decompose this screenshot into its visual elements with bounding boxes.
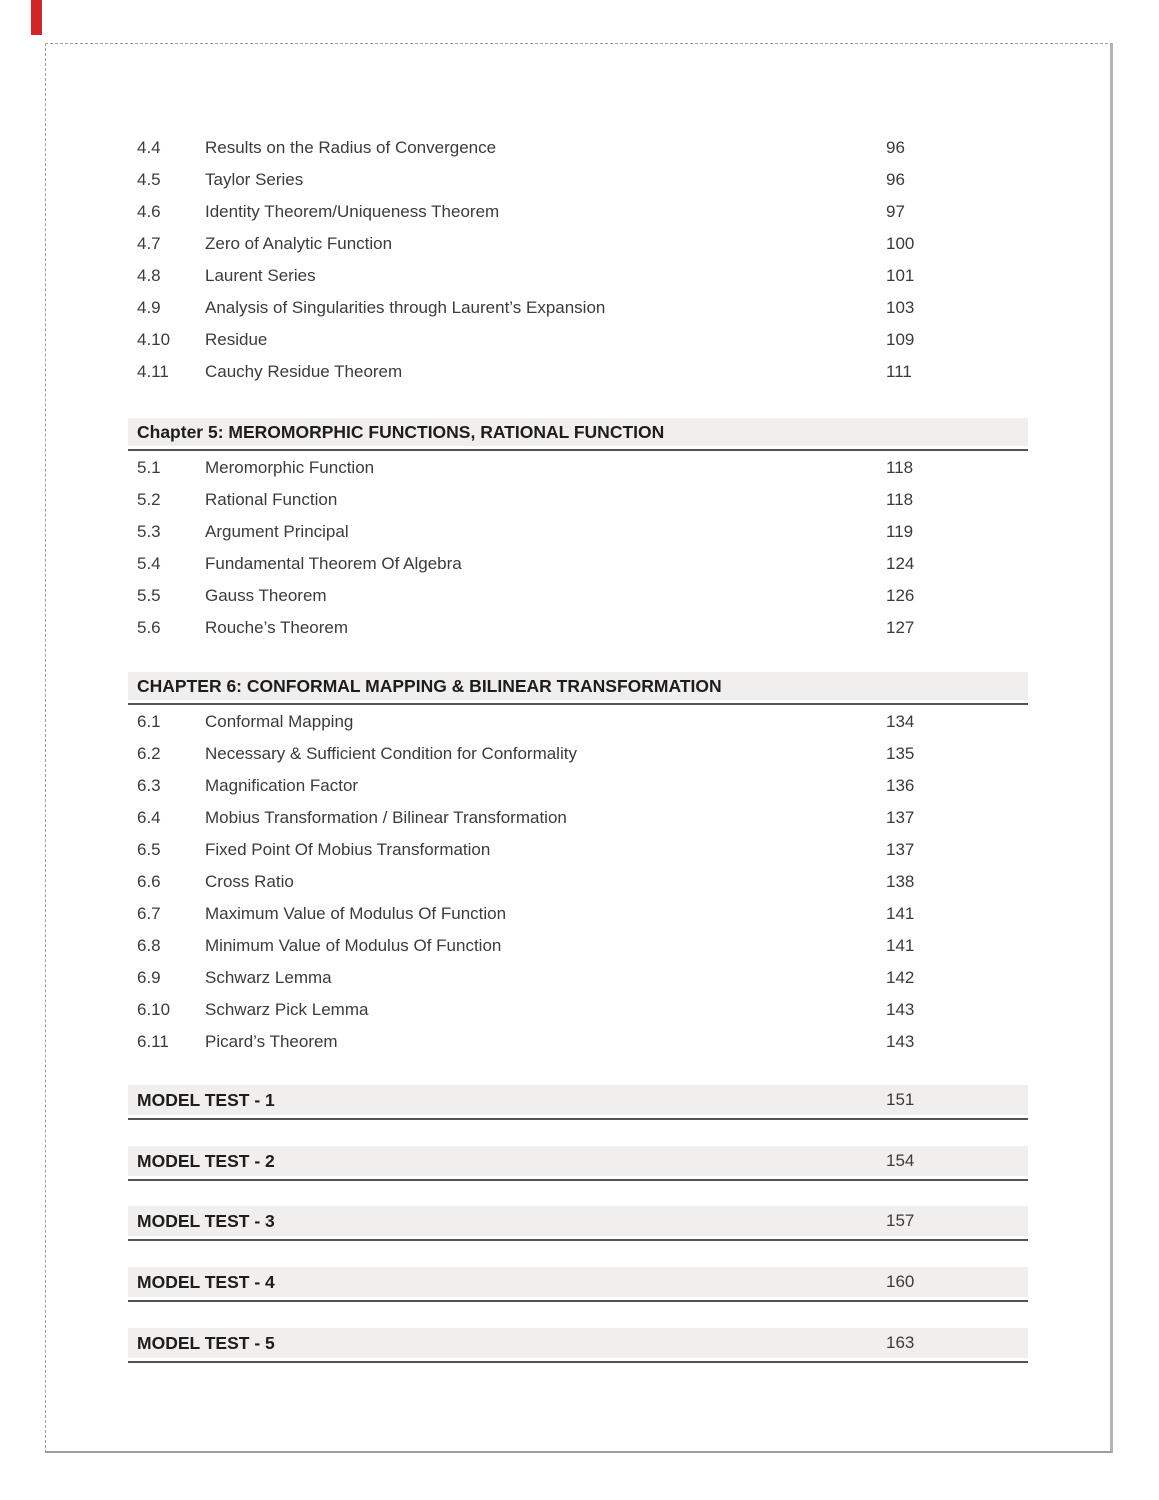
toc-row-page: 109 (886, 330, 915, 349)
chapter6-heading: CHAPTER 6: CONFORMAL MAPPING & BILINEAR TRANSFORMATION (137, 675, 722, 696)
document-page (45, 43, 1113, 1453)
toc-row (128, 580, 1028, 612)
model-test-3-band (128, 1206, 1028, 1236)
toc-row (128, 866, 1028, 898)
toc-row-number: 6.11 (137, 1032, 169, 1051)
toc-row-page: 143 (886, 1000, 915, 1019)
toc-row-page: 127 (886, 618, 915, 637)
toc-row-page: 142 (886, 968, 915, 987)
toc-row (128, 516, 1028, 548)
chapter6-heading-band (128, 672, 1028, 700)
toc-row (128, 962, 1028, 994)
toc-row-number: 6.7 (137, 904, 161, 923)
model-test-2-page: 154 (886, 1151, 915, 1170)
toc-row (128, 770, 1028, 802)
model-test-4-page: 160 (886, 1272, 915, 1291)
toc-row-number: 4.7 (137, 234, 161, 253)
model-test-1-label: MODEL TEST - 1 (137, 1089, 275, 1110)
chapter5-rows (128, 452, 1028, 644)
toc-row-number: 5.3 (137, 522, 161, 541)
toc-row-title: Minimum Value of Modulus Of Function (205, 936, 502, 955)
toc-row-number: 6.5 (137, 840, 161, 859)
toc-row-title: Identity Theorem/Uniqueness Theorem (205, 202, 500, 221)
model-test-3-label: MODEL TEST - 3 (137, 1210, 275, 1231)
toc-row-page: 124 (886, 554, 915, 573)
toc-row-number: 6.4 (137, 808, 161, 827)
toc-row-title: Rational Function (205, 490, 338, 509)
divider-rule (128, 1300, 1028, 1302)
divider-rule (128, 1179, 1028, 1181)
toc-row (128, 930, 1028, 962)
toc-row-page: 118 (886, 458, 914, 477)
toc-row-number: 4.11 (137, 362, 169, 381)
toc-row-title: Taylor Series (205, 170, 304, 189)
toc-row-page: 143 (886, 1032, 915, 1051)
toc-row-number: 4.8 (137, 266, 161, 285)
toc-row-number: 6.6 (137, 872, 161, 891)
toc-row-page: 141 (886, 936, 915, 955)
red-corner-marker (31, 0, 42, 35)
toc-row-title: Picard’s Theorem (205, 1032, 338, 1051)
toc-row (128, 612, 1028, 644)
toc-row-page: 97 (886, 202, 905, 221)
chapter6-rows (128, 706, 1028, 1058)
toc-row-page: 141 (886, 904, 915, 923)
toc-row-page: 136 (886, 776, 915, 795)
toc-row-title: Cross Ratio (205, 872, 294, 891)
toc-row-page: 134 (886, 712, 915, 731)
toc-row-title: Meromorphic Function (205, 458, 375, 477)
toc-row (128, 356, 1028, 388)
model-test-1-band (128, 1085, 1028, 1115)
toc-row (128, 706, 1028, 738)
toc-row-number: 6.9 (137, 968, 161, 987)
toc-row (128, 898, 1028, 930)
toc-row-number: 5.5 (137, 586, 161, 605)
toc-row (128, 260, 1028, 292)
toc-row-page: 126 (886, 586, 915, 605)
toc-row-page: 111 (886, 362, 912, 381)
divider-rule (128, 449, 1028, 451)
toc-row (128, 164, 1028, 196)
model-test-2-band (128, 1146, 1028, 1176)
toc-row (128, 802, 1028, 834)
toc-row-title: Zero of Analytic Function (205, 234, 393, 253)
toc-row-number: 5.1 (137, 458, 161, 477)
model-test-5-page: 163 (886, 1333, 915, 1352)
toc-row-number: 4.5 (137, 170, 161, 189)
toc-row-number: 5.6 (137, 618, 161, 637)
model-test-3-block (128, 1206, 1028, 1241)
toc-row-title: Residue (205, 330, 268, 349)
chapter5-heading-band (128, 418, 1028, 446)
toc-row-title: Schwarz Pick Lemma (205, 1000, 369, 1019)
toc-row-title: Cauchy Residue Theorem (205, 362, 403, 381)
toc-row (128, 292, 1028, 324)
chapter5-heading: Chapter 5: MEROMORPHIC FUNCTIONS, RATIONAL FUNCTION (137, 421, 665, 442)
toc-row-number: 6.1 (137, 712, 161, 731)
toc-row (128, 738, 1028, 770)
toc-row-number: 4.6 (137, 202, 161, 221)
divider-rule (128, 1361, 1028, 1363)
model-test-4-label: MODEL TEST - 4 (137, 1271, 275, 1292)
section-chapter5 (128, 418, 1028, 644)
model-test-1-block (128, 1085, 1028, 1120)
toc-row (128, 484, 1028, 516)
model-test-5-band (128, 1328, 1028, 1358)
toc-row-number: 4.4 (137, 138, 161, 157)
toc-row-title: Mobius Transformation / Bilinear Transformation (205, 808, 567, 827)
toc-row-page: 118 (886, 490, 914, 509)
toc-row-page: 101 (886, 266, 915, 285)
model-test-2-block (128, 1146, 1028, 1181)
divider-rule (128, 703, 1028, 705)
section-chapter4-rows (128, 132, 1028, 388)
toc-row-title: Fixed Point Of Mobius Transformation (205, 840, 491, 859)
toc-row-title: Conformal Mapping (205, 712, 354, 731)
toc-row-page: 137 (886, 840, 915, 859)
toc-row-page: 138 (886, 872, 915, 891)
model-test-4-block (128, 1267, 1028, 1302)
toc-row-title: Results on the Radius of Convergence (205, 138, 497, 157)
toc-row-title: Gauss Theorem (205, 586, 327, 605)
toc-row-number: 4.9 (137, 298, 161, 317)
model-test-1-page: 151 (886, 1090, 915, 1109)
toc-row (128, 994, 1028, 1026)
toc-row (128, 548, 1028, 580)
toc-row (128, 834, 1028, 866)
toc-row (128, 1026, 1028, 1058)
divider-rule (128, 1239, 1028, 1241)
toc-row-page: 135 (886, 744, 915, 763)
toc-row-title: Fundamental Theorem Of Algebra (205, 554, 462, 573)
toc-row-number: 5.4 (137, 554, 161, 573)
toc-row-page: 119 (886, 522, 914, 541)
model-test-4-band (128, 1267, 1028, 1297)
toc-row-page: 96 (886, 170, 905, 189)
model-test-5-block (128, 1328, 1028, 1363)
toc-row-title: Magnification Factor (205, 776, 359, 795)
toc-row-number: 6.2 (137, 744, 161, 763)
toc-row (128, 324, 1028, 356)
toc-row-title: Argument Principal (205, 522, 349, 541)
toc-row-number: 5.2 (137, 490, 161, 509)
model-test-5-label: MODEL TEST - 5 (137, 1332, 275, 1353)
toc-row (128, 132, 1028, 164)
toc-row-number: 6.10 (137, 1000, 171, 1019)
toc-row (128, 228, 1028, 260)
toc-row-number: 6.3 (137, 776, 161, 795)
toc-row-number: 6.8 (137, 936, 161, 955)
toc-row-title: Maximum Value of Modulus Of Function (205, 904, 507, 923)
model-test-2-label: MODEL TEST - 2 (137, 1150, 275, 1171)
model-test-3-page: 157 (886, 1211, 915, 1230)
toc-row-page: 137 (886, 808, 915, 827)
toc-row (128, 452, 1028, 484)
toc-row-title: Schwarz Lemma (205, 968, 332, 987)
toc-row-page: 103 (886, 298, 915, 317)
toc-row-title: Analysis of Singularities through Laurent’s Expansion (205, 298, 606, 317)
toc-row-number: 4.10 (137, 330, 171, 349)
section-chapter6 (128, 672, 1028, 1058)
toc-row-title: Laurent Series (205, 266, 316, 285)
toc-row-page: 100 (886, 234, 915, 253)
toc-row (128, 196, 1028, 228)
toc-row-page: 96 (886, 138, 905, 157)
toc-row-title: Necessary & Sufficient Condition for Conformality (205, 744, 577, 763)
toc-row-title: Rouche’s Theorem (205, 618, 349, 637)
divider-rule (128, 1118, 1028, 1120)
